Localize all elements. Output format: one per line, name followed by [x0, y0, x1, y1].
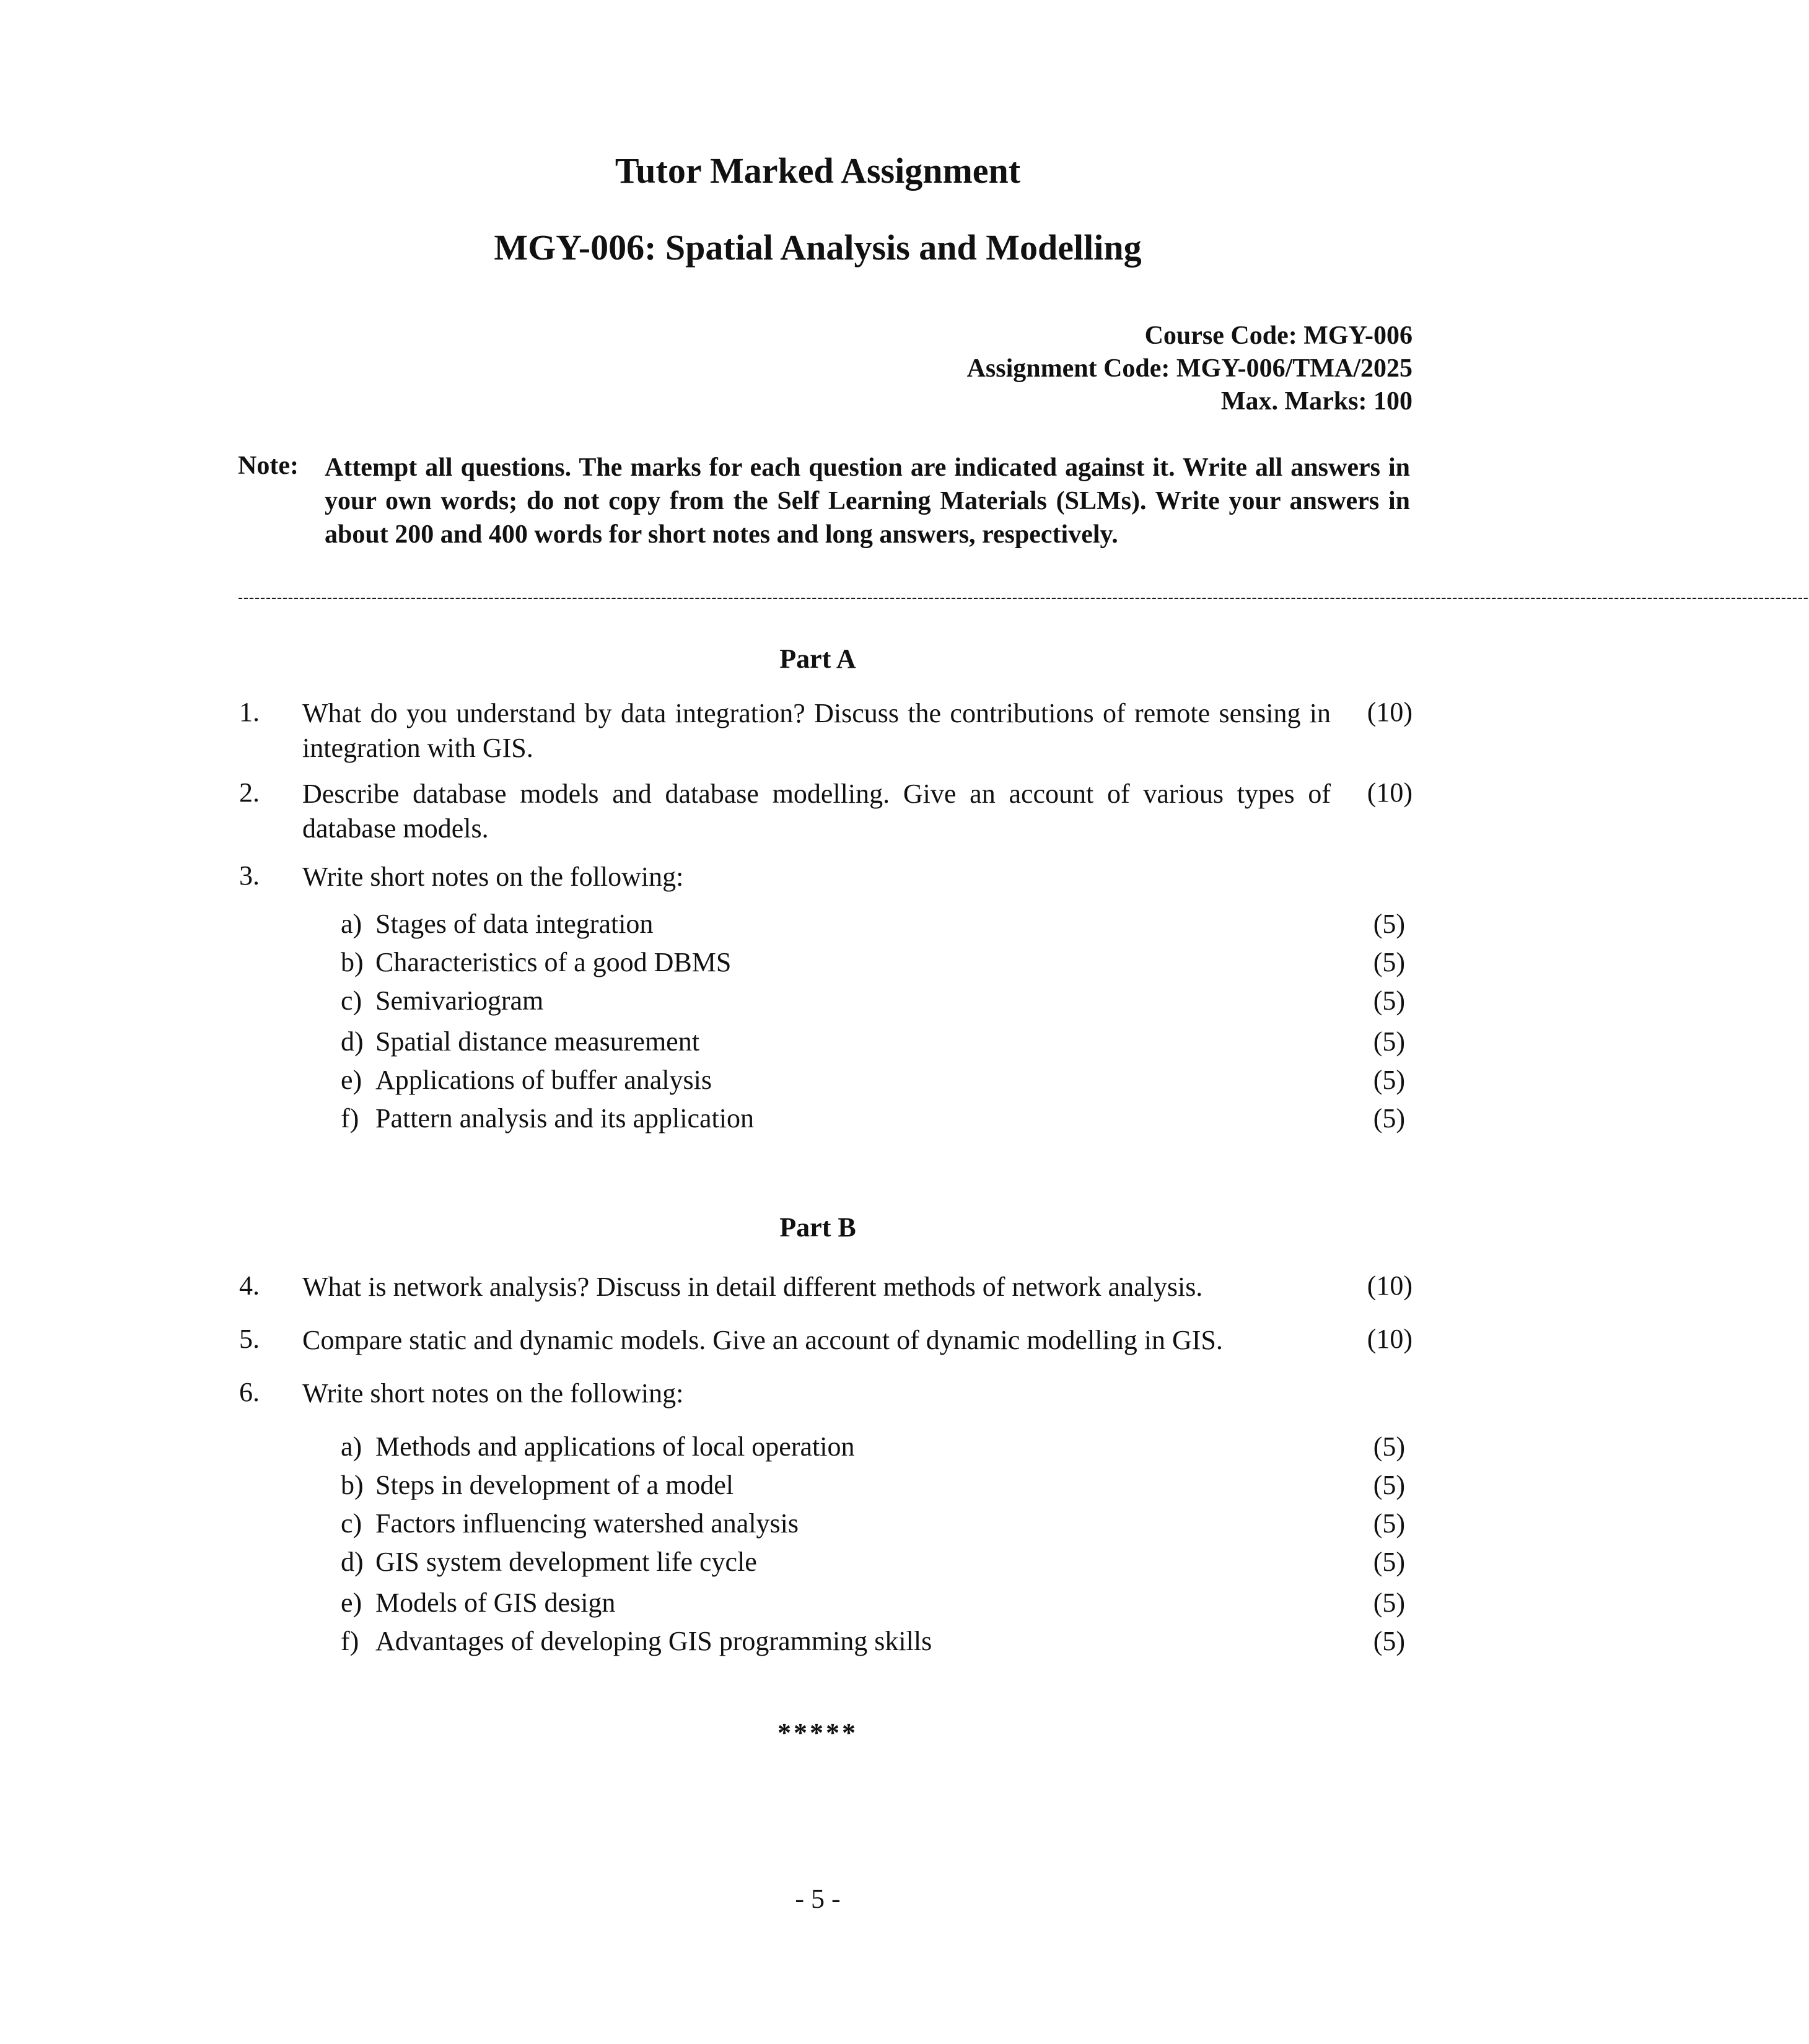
subitem [341, 1546, 757, 1578]
question-number: 1. [239, 697, 260, 727]
subitem-label: e) [341, 1588, 362, 1618]
subitem [341, 1587, 615, 1618]
part-b-heading: Part B [779, 1212, 856, 1243]
part-a-heading: Part A [779, 644, 856, 674]
subitem-marks: (5) [1373, 1026, 1405, 1057]
subitem-text: Spatial distance measurement [375, 1026, 699, 1057]
subitem-label: d) [341, 1547, 364, 1577]
subitem-marks: (5) [1373, 947, 1405, 977]
question-text: Write short notes on the following: [302, 862, 684, 892]
assignment-code: Assignment Code: MGY-006/TMA/2025 [966, 354, 1413, 383]
question-number: 2. [239, 777, 260, 808]
subitem-label: c) [341, 985, 362, 1016]
question-marks: (10) [1367, 697, 1413, 727]
subitem-text: Methods and applications of local operation [375, 1431, 855, 1462]
subitem-text: Semivariogram [375, 985, 544, 1016]
question-text: What do you understand by data integration? Discuss the contributions of remote sensing in integration with GIS. [302, 698, 1331, 763]
course-code: Course Code: MGY-006 [1144, 321, 1413, 350]
separator-line: ------------------------------------------------------------------------------------------------------------------------------------------------------------------------------------------------------------------------------------------------------------------------------------------ [238, 590, 1809, 606]
subitem [341, 1064, 712, 1096]
subitem-marks: (5) [1373, 1431, 1405, 1462]
subitem-text: Characteristics of a good DBMS [375, 947, 732, 977]
subitem-label: b) [341, 947, 364, 977]
subitem-label: a) [341, 909, 362, 939]
subitem-marks: (5) [1373, 1508, 1405, 1539]
max-marks: Max. Marks: 100 [1220, 387, 1413, 416]
subitem-text: Pattern analysis and its application [375, 1103, 754, 1133]
note-text: Attempt all questions. The marks for each question are indicated against it. Write all answers in your own words; do not copy from the Self Learning Materials (SLMs). Write your answers in about 200 and 400 words for short notes and long answers, respectively. [325, 453, 1410, 549]
subitem [341, 1469, 734, 1501]
subitem [341, 1625, 932, 1657]
note-label: Note: [238, 452, 299, 480]
subitem-marks: (5) [1373, 1626, 1405, 1656]
subitem-marks: (5) [1373, 1470, 1405, 1500]
subitem-text: Stages of data integration [375, 909, 654, 939]
subitem-text: Steps in development of a model [375, 1470, 734, 1500]
question-marks: (10) [1367, 1324, 1413, 1354]
subitem-marks: (5) [1373, 1547, 1405, 1577]
subitem [341, 1431, 854, 1462]
subitem-marks: (5) [1373, 985, 1405, 1016]
question-number: 6. [239, 1377, 260, 1407]
course-title: MGY-006: Spatial Analysis and Modelling [494, 227, 1142, 268]
document-title: Tutor Marked Assignment [615, 151, 1021, 191]
subitem-text: Applications of buffer analysis [375, 1065, 712, 1095]
subitem-text: Models of GIS design [375, 1588, 616, 1618]
subitem [341, 1103, 754, 1134]
question-text: Describe database models and database modelling. Give an account of various types of database models. [302, 779, 1331, 844]
question-number: 4. [239, 1270, 260, 1301]
subitem-label: a) [341, 1431, 362, 1462]
subitem-label: d) [341, 1026, 364, 1057]
question-text: Compare static and dynamic models. Give an account of dynamic modelling in GIS. [302, 1325, 1223, 1355]
subitem-label: e) [341, 1065, 362, 1095]
subitem-marks: (5) [1373, 1103, 1405, 1133]
subitem [341, 985, 543, 1016]
subitem-label: f) [341, 1626, 359, 1656]
subitem-text: GIS system development life cycle [375, 1547, 757, 1577]
question-text: Write short notes on the following: [302, 1378, 684, 1409]
question-text: What is network analysis? Discuss in detail different methods of network analysis. [302, 1272, 1203, 1302]
subitem [341, 1508, 799, 1539]
subitem [341, 1026, 699, 1057]
end-marker: ***** [777, 1718, 858, 1748]
subitem-text: Factors influencing watershed analysis [375, 1508, 799, 1539]
question-marks: (10) [1367, 1270, 1413, 1301]
subitem-label: f) [341, 1103, 359, 1133]
question-marks: (10) [1367, 777, 1413, 808]
subitem-marks: (5) [1373, 909, 1405, 939]
subitem-label: b) [341, 1470, 364, 1500]
subitem-marks: (5) [1373, 1065, 1405, 1095]
question-number: 5. [239, 1324, 260, 1354]
subitem [341, 908, 653, 940]
question-number: 3. [239, 860, 260, 891]
subitem-marks: (5) [1373, 1588, 1405, 1618]
subitem-text: Advantages of developing GIS programming skills [375, 1626, 932, 1656]
subitem [341, 946, 731, 978]
page-number: - 5 - [795, 1884, 841, 1914]
subitem-label: c) [341, 1508, 362, 1539]
